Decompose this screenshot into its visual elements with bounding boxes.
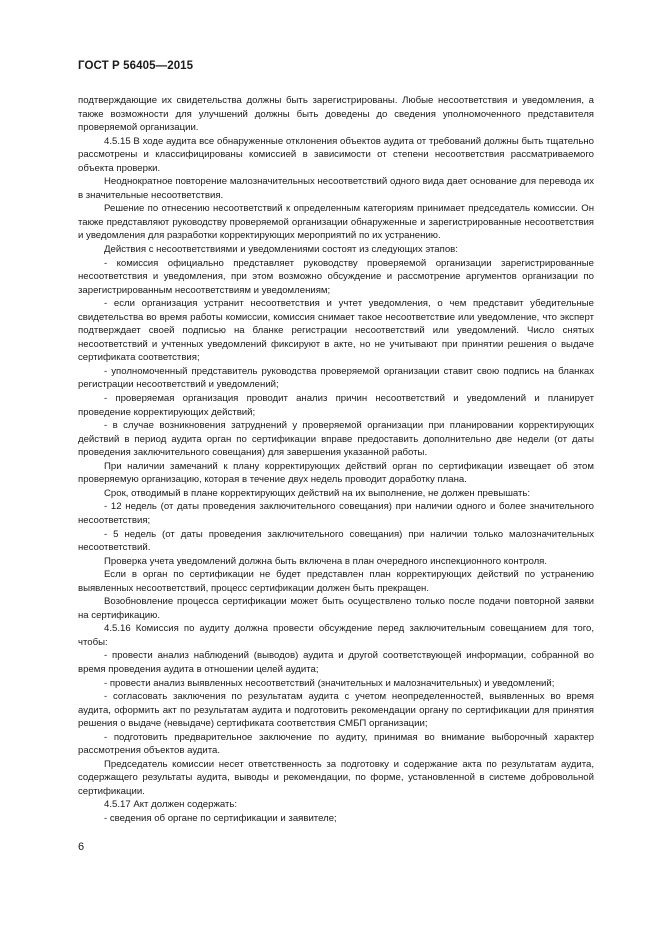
document-body (78, 94, 594, 826)
document-header: ГОСТ Р 56405—2015 (78, 60, 194, 72)
paragraph: - провести анализ выявленных несоответствий (значительных и малозначительных) и уведомлений; (104, 677, 555, 689)
paragraph: 4.5.15 В ходе аудита все обнаруженные отклонения объектов аудита от требований должны быть тщательно рассмотрены и классифицированы комиссией в зависимости от степени несоответствия рассматриваемого объекта проверки. (78, 135, 594, 174)
paragraph: Действия с несоответствиями и уведомлениями состоят из следующих этапов: (104, 244, 458, 256)
paragraph: Решение по отнесению несоответствий к определенным категориям принимает председатель комиссии. Он также представляют руководству проверяемой организации обнаруженные и зарегистрированные несоответствия и уведомления для разработки корректирующих мероприятий по их устранению. (78, 203, 594, 242)
paragraph: - согласовать заключения по результатам аудита с учетом неопределенностей, выявленных во время аудита, оформить акт по результатам аудита и подготовить рекомендации органу по сертификации для принятия решения о выдаче (невыдаче) сертификата соответствия СМБП организации; (78, 691, 594, 730)
paragraph: - уполномоченный представитель руководства проверяемой организации ставит свою подпись на бланках регистрации несоответствий и уведомлений; (78, 365, 594, 391)
paragraph: 4.5.16 Комиссия по аудиту должна провести обсуждение перед заключительным совещанием для того, чтобы: (78, 623, 594, 648)
paragraph: Возобновление процесса сертификации может быть осуществлено только после подачи повторной заявки на сертификацию. (78, 596, 594, 621)
paragraph: 4.5.17 Акт должен содержать: (104, 799, 238, 811)
paragraph: - если организация устранит несоответствия и учтет уведомления, о чем представит убедительные свидетельства во время работы комиссии, комиссия снимает такое несоответствие или уведомление, что эксперт подтверждает своей подписью на бланке регистрации несоответствий или уведомлений. Число снятых несоответствий и учтенных уведомлений фиксируют в акте, но не учитывают при принятии решения о выдаче сертификата соответствия; (78, 298, 594, 364)
paragraph: Проверка учета уведомлений должна быть включена в план очередного инспекционного контроля. (104, 555, 548, 567)
paragraph: - 5 недель (от даты проведения заключительного совещания) при наличии только малозначительных несоответствий. (78, 528, 594, 554)
paragraph: - проверяемая организация проводит анализ причин несоответствий и уведомлений и планирует проведение корректирующих действий; (78, 393, 594, 418)
paragraph: подтверждающие их свидетельства должны быть зарегистрированы. Любые несоответствия и уведомления, а также возможности для улучшений должны быть доведены до сведения уполномоченного представителя проверяемой организации. (78, 95, 594, 134)
page-number: 6 (78, 841, 85, 853)
paragraph: - провести анализ наблюдений (выводов) аудита и другой соответствующей информации, собранной во время проведения аудита в отношении целей аудита; (78, 650, 594, 675)
paragraph: При наличии замечаний к плану корректирующих действий орган по сертификации извещает об этом проверяемую организацию, которая в течение двух недель проводит доработку плана. (78, 460, 594, 486)
paragraph: - 12 недель (от даты проведения заключительного совещания) при наличии одного и более значительного несоответствия; (78, 501, 594, 526)
paragraph: - подготовить предварительное заключение по аудиту, принимая во внимание выборочный характер рассмотрения объектов аудита. (78, 731, 594, 757)
paragraph: - сведения об органе по сертификации и заявителе; (104, 812, 337, 824)
paragraph: Если в орган по сертификации не будет представлен план корректирующих действий по устранению выявленных несоответствий, процесс сертификации должен быть прекращен. (78, 569, 594, 594)
paragraph: Срок, отводимый в плане корректирующих действий на их выполнение, не должен превышать: (104, 487, 531, 499)
paragraph: Неоднократное повторение малозначительных несоответствий одного вида дает основание для перевода их в значительные несоответствия. (78, 176, 594, 201)
paragraph: - комиссия официально представляет руководству проверяемой организации зарегистрированные несоответствия и уведомления, при этом возможно обсуждение и рассмотрение аргументов организации по зарегистрированным несоответствиям и уведомлениям; (78, 257, 594, 296)
paragraph: Председатель комиссии несет ответственность за подготовку и содержание акта по результатам аудита, содержащего результаты аудита, выводы и рекомендации, по форме, установленной в системе добровольной сертификации. (78, 758, 594, 797)
paragraph: - в случае возникновения затруднений у проверяемой организации при планировании корректирующих действий в период аудита орган по сертификации вправе предоставить дополнительно две недели (от даты проведения заключительного совещания) для завершения указанной работы. (78, 420, 594, 459)
